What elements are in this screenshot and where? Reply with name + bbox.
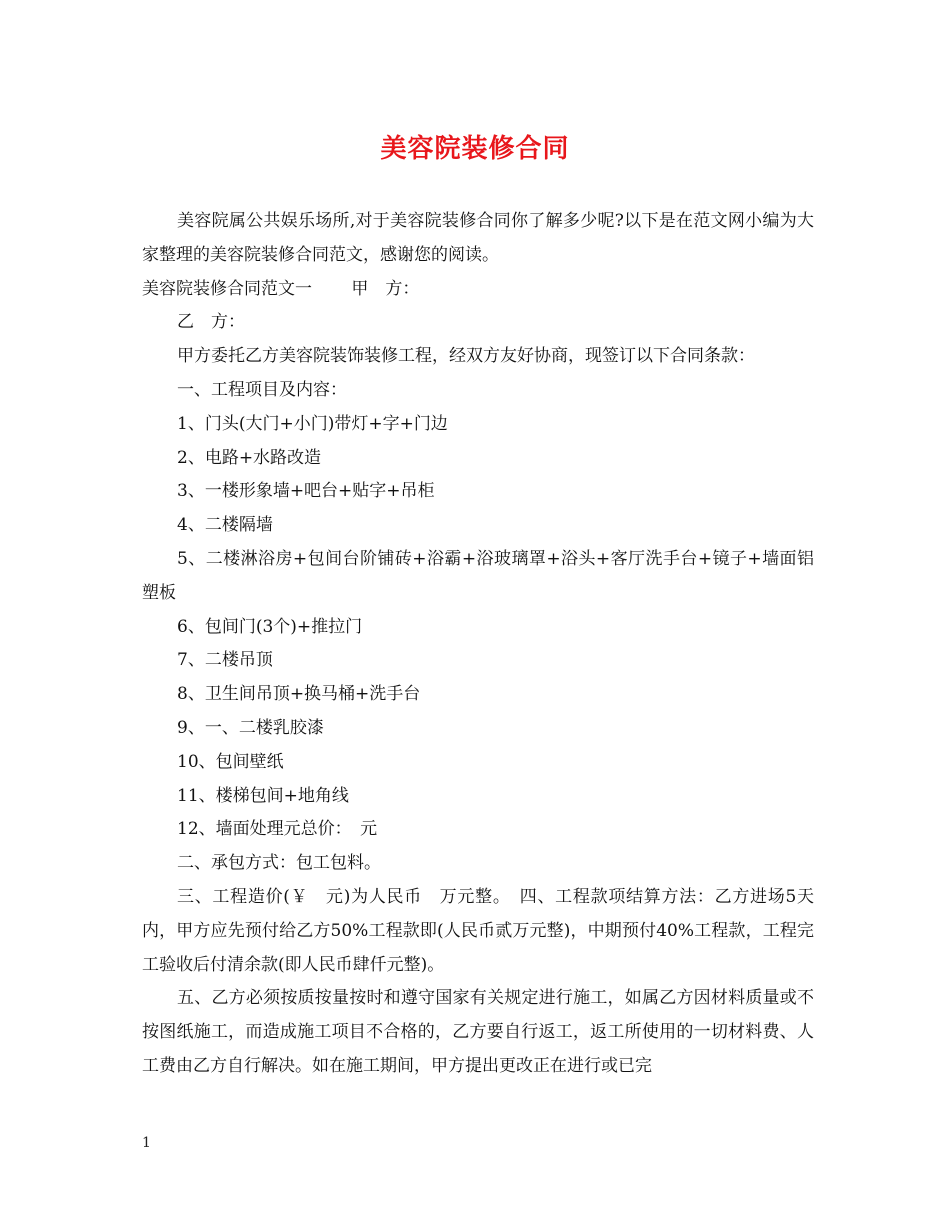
page-number: 1 <box>142 1135 151 1151</box>
intro-paragraph: 美容院属公共娱乐场所,对于美容院装修合同你了解多少呢?以下是在范文网小编为大家整理的美容院装修合同范文，感谢您的阅读。 <box>142 211 814 265</box>
document-title: 美容院装修合同 <box>380 134 570 164</box>
section-heading-items: 一、工程项目及内容： <box>177 379 347 400</box>
clause-cost-and-payment: 三、工程造价(￥ 元)为人民币 万元整。 四、工程款项结算方法：乙方进场5天内，甲方应先预付给乙方50%工程款即(人民币贰万元整)，中期预付40%工程款，工程完工验收后付清余款(即人民币肆仟元整)。 <box>142 886 814 975</box>
clause-quality: 五、乙方必须按质按量按时和遵守国家有关规定进行施工，如属乙方因材料质量或不按图纸施工，而造成施工项目不合格的，乙方要自行返工，返工所使用的一切材料费、人工费由乙方自行解决。如在施工期间，甲方提出更改正在进行或已完 <box>142 988 814 1076</box>
document-body <box>142 205 814 1084</box>
list-item: 9、一、二楼乳胶漆 <box>177 717 324 738</box>
list-item: 12、墙面处理元总价： 元 <box>177 819 378 840</box>
list-item: 11、楼梯包间+地角线 <box>177 785 349 806</box>
list-item: 3、一楼形象墙+吧台+贴字+吊柜 <box>177 481 435 502</box>
list-item: 2、电路+水路改造 <box>177 447 322 468</box>
list-item: 10、包间壁纸 <box>177 751 284 772</box>
list-item: 6、包间门(3个)+推拉门 <box>177 616 363 637</box>
list-item: 8、卫生间吊顶+换马桶+洗手台 <box>177 684 421 705</box>
list-item: 7、二楼吊顶 <box>177 650 273 671</box>
list-item: 5、二楼淋浴房+包间台阶铺砖+浴霸+浴玻璃罩+浴头+客厅洗手台+镜子+墙面铝塑板 <box>142 548 814 603</box>
sample-heading-party-a: 美容院装修合同范文一 甲 方： <box>142 278 420 299</box>
list-item: 4、二楼隔墙 <box>177 515 273 536</box>
party-b-line: 乙 方： <box>177 312 245 333</box>
contract-preamble: 甲方委托乙方美容院装饰装修工程，经双方友好协商，现签订以下合同条款： <box>177 346 755 367</box>
clause-contracting-method: 二、承包方式：包工包料。 <box>177 853 381 874</box>
list-item: 1、门头(大门+小门)带灯+字+门边 <box>177 413 448 434</box>
